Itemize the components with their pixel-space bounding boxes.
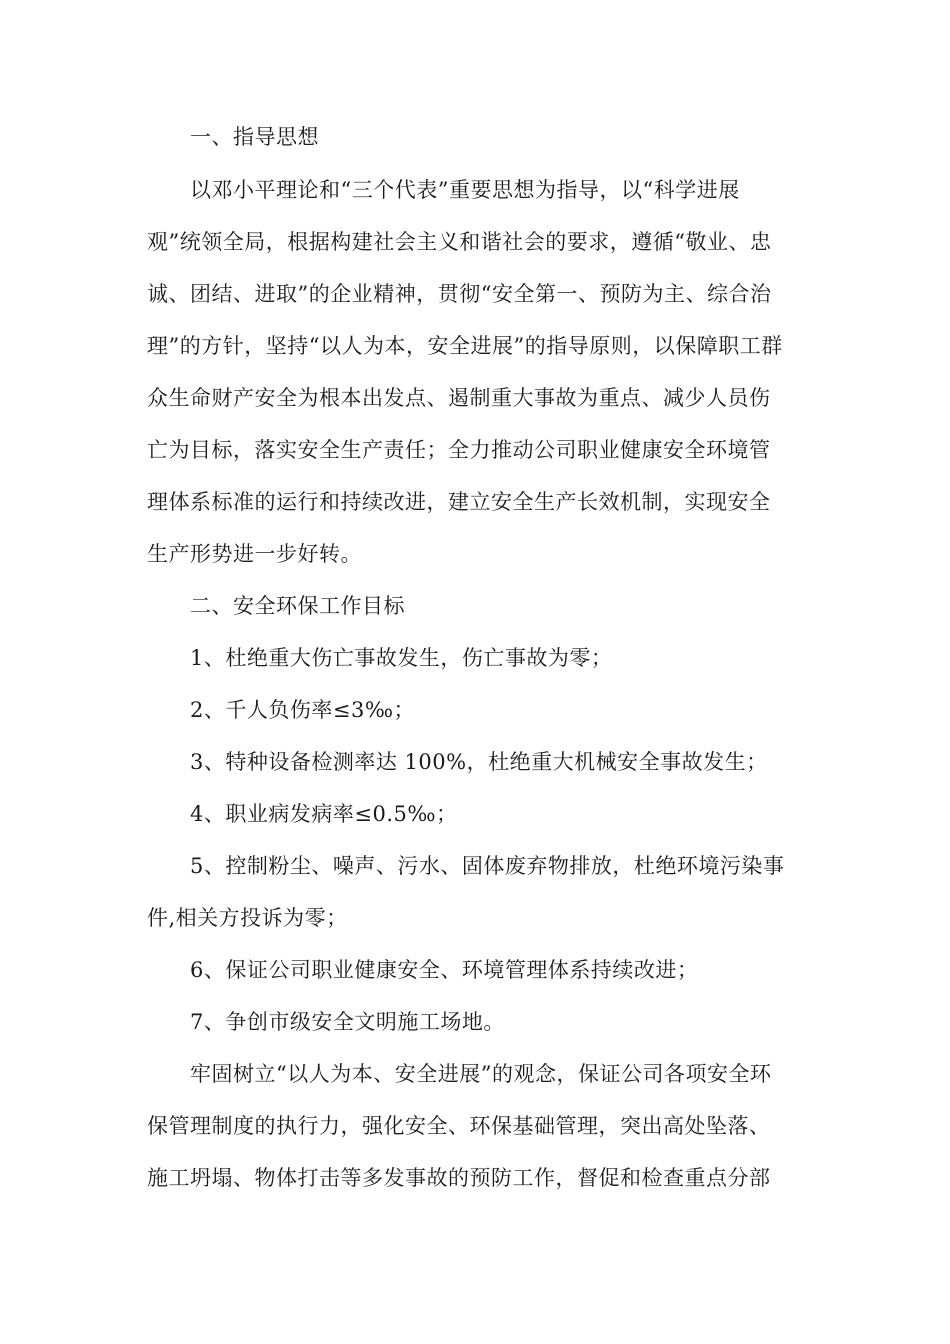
goal-item-1: 1、杜绝重大伤亡事故发生，伤亡事故为零； — [190, 646, 613, 670]
paragraph-line: 保管理制度的执行力，强化安全、环保基础管理，突出高处坠落、 — [147, 1114, 771, 1138]
paragraph-line: 理”的方针，坚持“以人为本，安全进展”的指导原则，以保障职工群 — [147, 334, 783, 358]
paragraph-line: 施工坍塌、物体打击等多发事故的预防工作，督促和检查重点分部 — [147, 1166, 771, 1190]
paragraph-line: 理体系标准的运行和持续改进，建立安全生产长效机制，实现安全 — [147, 490, 771, 514]
paragraph-line: 生产形势进一步好转。 — [147, 542, 362, 566]
section-heading-guiding-ideology: 一、指导思想 — [190, 125, 319, 149]
goal-item-3: 3、特种设备检测率达 100%，杜绝重大机械安全事故发生； — [190, 750, 768, 774]
goal-item-2: 2、千人负伤率≤3‰； — [190, 698, 415, 722]
goal-item-4: 4、职业病发病率≤0.5‰； — [190, 802, 458, 826]
goal-item-6: 6、保证公司职业健康安全、环境管理体系持续改进； — [190, 958, 699, 982]
paragraph-line: 亡为目标，落实安全生产责任；全力推动公司职业健康安全环境管 — [147, 438, 771, 462]
goal-item-7: 7、争创市级安全文明施工场地。 — [190, 1010, 505, 1034]
paragraph-line: 诚、团结、进取”的企业精神，贯彻“安全第一、预防为主、综合治 — [147, 282, 772, 306]
paragraph-line: 以邓小平理论和“三个代表”重要思想为指导，以“科学进展 — [190, 178, 740, 202]
paragraph-line: 众生命财产安全为根本出发点、遏制重大事故为重点、减少人员伤 — [147, 386, 771, 410]
paragraph-line: 牢固树立“以人为本、安全进展”的观念，保证公司各项安全环 — [190, 1062, 772, 1086]
goal-item-5-line-1: 5、控制粉尘、噪声、污水、固体废弃物排放，杜绝环境污染事 — [190, 854, 785, 878]
goal-item-5-line-2: 件,相关方投诉为零； — [147, 906, 348, 930]
paragraph-line: 观”统领全局，根据构建社会主义和谐社会的要求，遵循“敬业、忠 — [147, 230, 772, 254]
section-heading-safety-goals: 二、安全环保工作目标 — [190, 594, 405, 618]
